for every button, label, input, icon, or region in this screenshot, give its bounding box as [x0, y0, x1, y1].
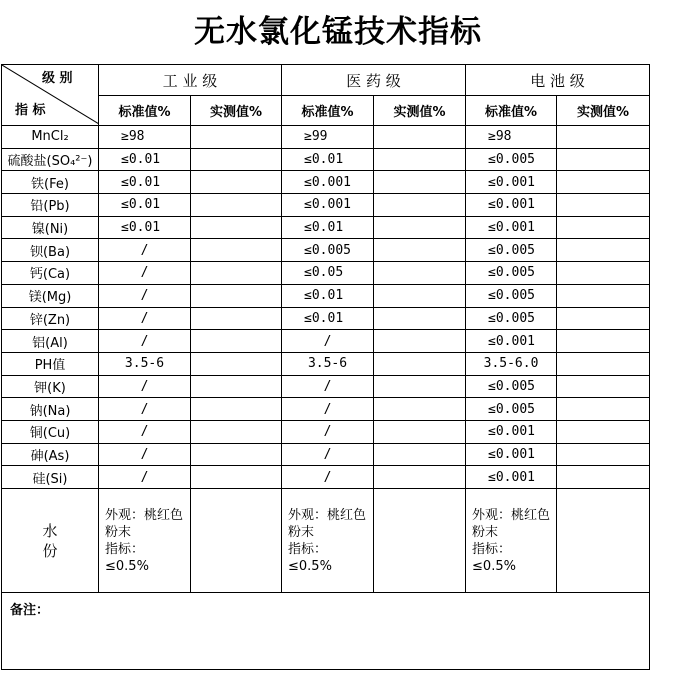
table-row: [2, 398, 650, 421]
standard-value: ≤0.01: [99, 216, 191, 239]
standard-value: ≤0.005: [466, 284, 557, 307]
indicator-name: 铜(Cu): [2, 420, 99, 443]
standard-value: ≤0.001: [466, 420, 557, 443]
standard-value: ≤0.001: [466, 330, 557, 353]
water-measured-value: [374, 489, 466, 593]
standard-value: ≤0.001: [466, 466, 557, 489]
standard-value: ≤0.001: [282, 171, 374, 194]
indicator-name: 钠(Na): [2, 398, 99, 421]
std-header-pharmaceutical: 标准值%: [282, 96, 374, 126]
measured-value: [374, 307, 466, 330]
measured-value: [374, 330, 466, 353]
standard-value: ≥98: [99, 126, 191, 149]
standard-value: /: [282, 420, 374, 443]
standard-value: 3.5-6: [99, 352, 191, 375]
measured-value: [557, 216, 650, 239]
indicator-name: MnCl₂: [2, 126, 99, 149]
indicator-name: PH值: [2, 352, 99, 375]
measured-value: [557, 171, 650, 194]
water-standard-text: 外观：桃红色粉末 指标： ≤0.5%: [99, 489, 191, 593]
table-row: [2, 262, 650, 285]
standard-value: ≤0.001: [466, 194, 557, 217]
measured-value: [191, 148, 282, 171]
standard-value: ≤0.001: [466, 216, 557, 239]
indicator-name: 硅(Si): [2, 466, 99, 489]
indicator-name: 镁(Mg): [2, 284, 99, 307]
table-row: [2, 171, 650, 194]
standard-value: /: [99, 375, 191, 398]
standard-value: /: [99, 239, 191, 262]
measured-value: [557, 375, 650, 398]
corner-top-label: 级 别: [42, 71, 73, 86]
measured-value: [557, 239, 650, 262]
indicator-name: 镍(Ni): [2, 216, 99, 239]
remark-cell: 备注：: [2, 593, 650, 670]
measured-value: [191, 307, 282, 330]
measured-value: [191, 239, 282, 262]
standard-value: 3.5-6: [282, 352, 374, 375]
corner-bottom-label: 指 标: [15, 103, 46, 118]
standard-value: ≤0.005: [466, 262, 557, 285]
measured-value: [557, 194, 650, 217]
standard-value: ≤0.005: [282, 239, 374, 262]
water-standard-text: 外观：桃红色粉末 指标： ≤0.5%: [282, 489, 374, 593]
table-row: [2, 194, 650, 217]
standard-value: /: [99, 307, 191, 330]
std-header-battery: 标准值%: [466, 96, 557, 126]
indicator-name: 铝(Al): [2, 330, 99, 353]
measured-value: [374, 126, 466, 149]
standard-value: /: [99, 466, 191, 489]
standard-value: ≥98: [466, 126, 557, 149]
water-label: [2, 489, 99, 593]
water-measured-value: [191, 489, 282, 593]
measured-value: [191, 375, 282, 398]
measured-value: [374, 171, 466, 194]
measured-value: [557, 420, 650, 443]
standard-value: /: [282, 398, 374, 421]
table-row: [2, 443, 650, 466]
meas-header-battery: 实测值%: [557, 96, 650, 126]
measured-value: [191, 126, 282, 149]
standard-value: ≤0.01: [99, 194, 191, 217]
table-row: [2, 330, 650, 353]
standard-value: ≤0.001: [466, 443, 557, 466]
measured-value: [191, 398, 282, 421]
measured-value: [374, 239, 466, 262]
group-battery: 电 池 级: [466, 65, 650, 96]
measured-value: [557, 443, 650, 466]
indicator-name: 锌(Zn): [2, 307, 99, 330]
table-row: [2, 126, 650, 149]
indicator-name: 钾(K): [2, 375, 99, 398]
corner-header-cell: [2, 65, 99, 126]
table-row: [2, 284, 650, 307]
table-row: [2, 216, 650, 239]
measured-value: [191, 420, 282, 443]
standard-value: /: [282, 466, 374, 489]
standard-value: /: [99, 284, 191, 307]
measured-value: [191, 216, 282, 239]
standard-value: /: [99, 443, 191, 466]
measured-value: [557, 284, 650, 307]
page-title: 无水氯化锰技术指标: [194, 14, 482, 50]
measured-value: [374, 398, 466, 421]
measured-value: [374, 466, 466, 489]
water-label-char-1: 水: [42, 521, 58, 540]
measured-value: [374, 262, 466, 285]
water-standard-text: 外观：桃红色粉末 指标： ≤0.5%: [466, 489, 557, 593]
standard-value: /: [282, 330, 374, 353]
standard-value: ≤0.001: [282, 194, 374, 217]
measured-value: [557, 262, 650, 285]
standard-value: ≤0.001: [466, 171, 557, 194]
indicator-name: 钙(Ca): [2, 262, 99, 285]
measured-value: [191, 171, 282, 194]
standard-value: ≤0.01: [99, 148, 191, 171]
meas-header-industrial: 实测值%: [191, 96, 282, 126]
table-row: [2, 307, 650, 330]
measured-value: [557, 398, 650, 421]
measured-value: [191, 262, 282, 285]
standard-value: /: [99, 420, 191, 443]
group-industrial: 工 业 级: [99, 65, 282, 96]
table-row: [2, 375, 650, 398]
table-row: [2, 352, 650, 375]
indicator-name: 铁(Fe): [2, 171, 99, 194]
standard-value: 3.5-6.0: [466, 352, 557, 375]
standard-value: ≤0.01: [99, 171, 191, 194]
standard-value: ≤0.01: [282, 284, 374, 307]
standard-value: /: [99, 262, 191, 285]
measured-value: [557, 148, 650, 171]
std-header-industrial: 标准值%: [99, 96, 191, 126]
indicator-name: 砷(As): [2, 443, 99, 466]
standard-value: ≤0.01: [282, 148, 374, 171]
water-measured-value: [557, 489, 650, 593]
measured-value: [191, 352, 282, 375]
measured-value: [374, 194, 466, 217]
measured-value: [374, 375, 466, 398]
water-row: [2, 489, 650, 593]
indicator-name: 硫酸盐(SO₄²⁻): [2, 148, 99, 171]
indicator-name: 钡(Ba): [2, 239, 99, 262]
standard-value: /: [282, 443, 374, 466]
measured-value: [557, 126, 650, 149]
measured-value: [191, 443, 282, 466]
measured-value: [374, 420, 466, 443]
measured-value: [557, 330, 650, 353]
standard-value: ≤0.005: [466, 398, 557, 421]
measured-value: [374, 148, 466, 171]
measured-value: [374, 284, 466, 307]
table-row: [2, 466, 650, 489]
meas-header-pharmaceutical: 实测值%: [374, 96, 466, 126]
spec-table: [1, 64, 650, 670]
standard-value: /: [282, 375, 374, 398]
standard-value: /: [99, 330, 191, 353]
measured-value: [557, 352, 650, 375]
measured-value: [557, 466, 650, 489]
indicator-name: 铅(Pb): [2, 194, 99, 217]
group-pharmaceutical: 医 药 级: [282, 65, 466, 96]
standard-value: ≥99: [282, 126, 374, 149]
standard-value: ≤0.005: [466, 375, 557, 398]
measured-value: [191, 466, 282, 489]
water-label-char-2: 份: [42, 541, 58, 560]
standard-value: ≤0.05: [282, 262, 374, 285]
standard-value: /: [99, 398, 191, 421]
standard-value: ≤0.01: [282, 307, 374, 330]
remark-row: [2, 593, 650, 670]
table-row: [2, 420, 650, 443]
measured-value: [191, 194, 282, 217]
standard-value: ≤0.005: [466, 239, 557, 262]
standard-value: ≤0.005: [466, 307, 557, 330]
measured-value: [374, 352, 466, 375]
standard-value: ≤0.01: [282, 216, 374, 239]
measured-value: [191, 330, 282, 353]
measured-value: [557, 307, 650, 330]
measured-value: [191, 284, 282, 307]
standard-value: ≤0.005: [466, 148, 557, 171]
measured-value: [374, 216, 466, 239]
measured-value: [374, 443, 466, 466]
table-row: [2, 148, 650, 171]
table-row: [2, 239, 650, 262]
